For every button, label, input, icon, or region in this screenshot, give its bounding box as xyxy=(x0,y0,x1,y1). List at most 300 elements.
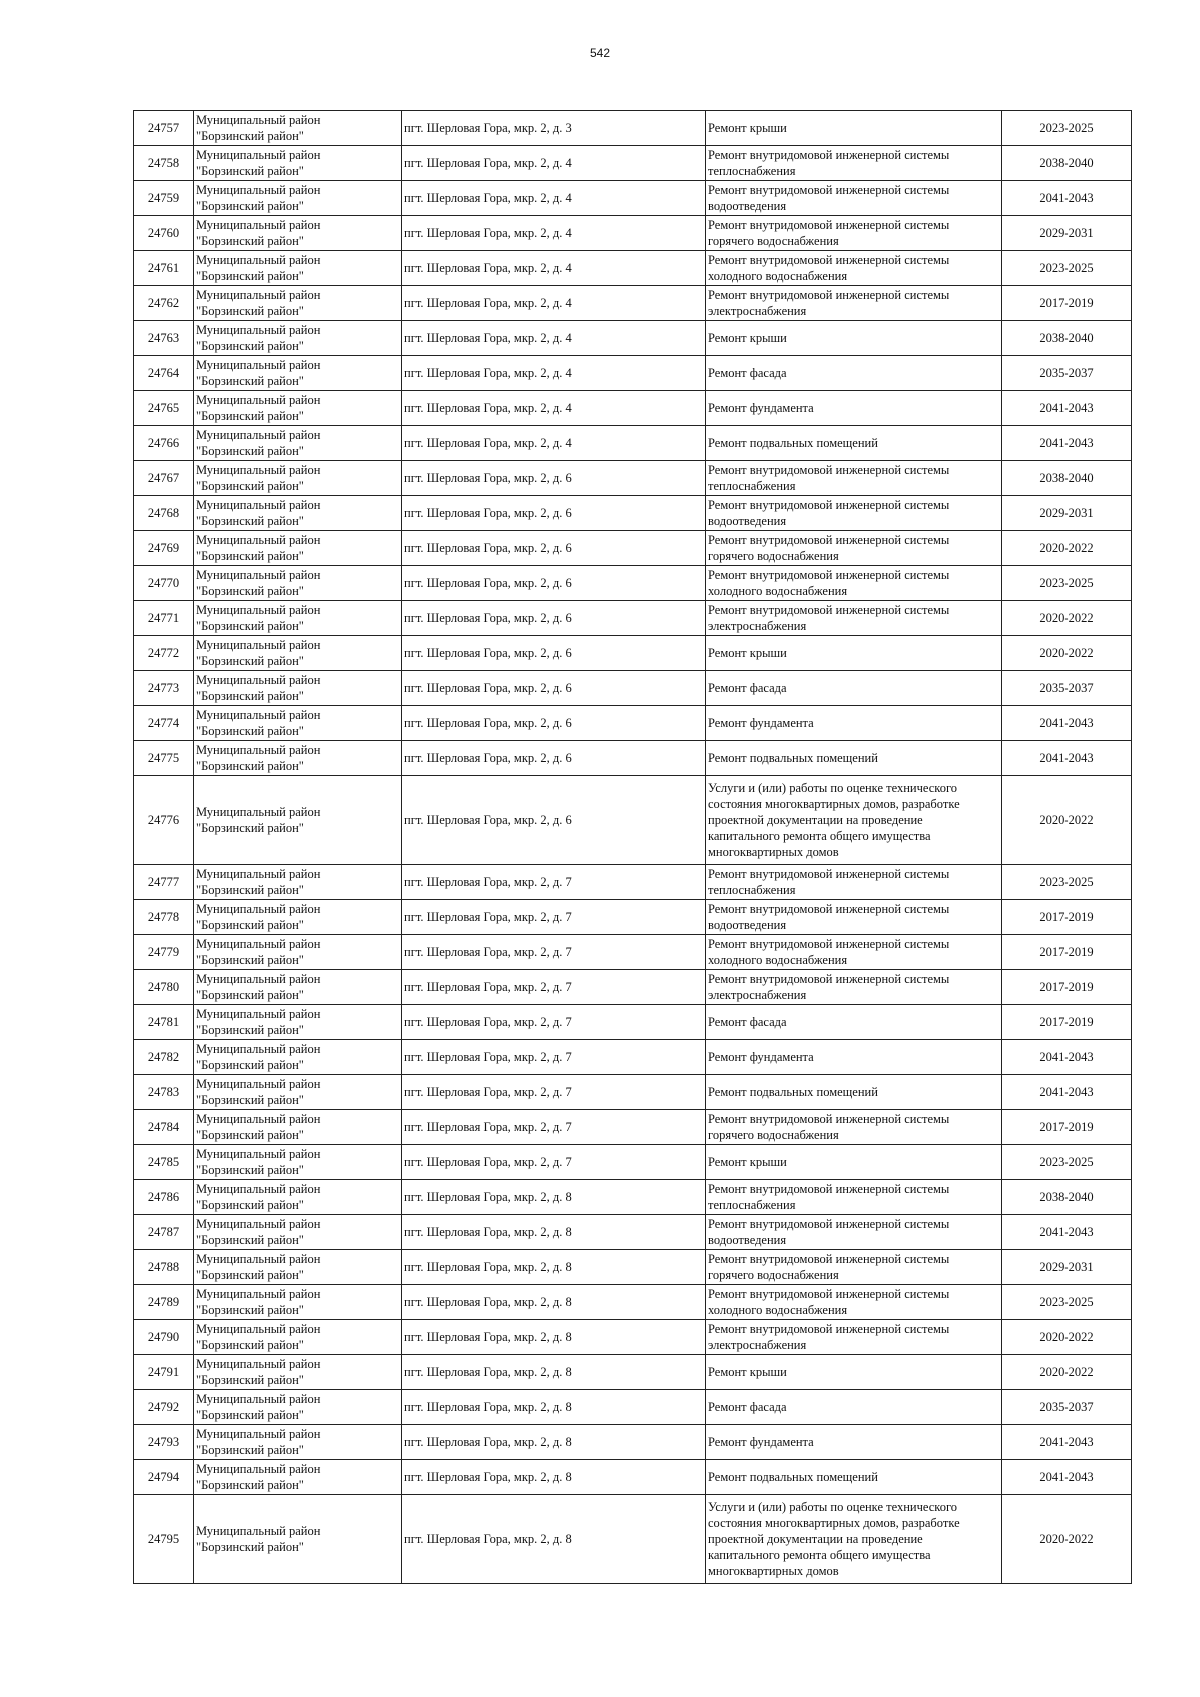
work-type-text: Ремонт фасада xyxy=(708,366,787,380)
table-row xyxy=(134,566,1132,601)
period-text: 2029-2031 xyxy=(1039,1260,1094,1274)
table-row xyxy=(134,1005,1132,1040)
table-row xyxy=(134,1075,1132,1110)
municipal-area-cell xyxy=(194,216,402,251)
row-number-text: 24794 xyxy=(147,1470,180,1484)
period-cell xyxy=(1002,1495,1132,1584)
municipal-area-text: Муниципальный район "Борзинский район" xyxy=(196,183,321,213)
row-number-cell xyxy=(134,216,194,251)
work-type-text: Ремонт внутридомовой инженерной системы теплоснабжения xyxy=(708,148,950,178)
table-row xyxy=(134,496,1132,531)
row-number-text: 24788 xyxy=(147,1260,180,1274)
row-number-cell xyxy=(134,566,194,601)
work-type-text: Ремонт внутридомовой инженерной системы теплоснабжения xyxy=(708,867,950,897)
municipal-area-text: Муниципальный район "Борзинский район" xyxy=(196,148,321,178)
work-type-text: Услуги и (или) работы по оценке технического состояния многоквартирных домов, разработке проектной документации на проведение капитального ремонта общего имущества многоквартирных домов xyxy=(708,781,960,859)
row-number-cell xyxy=(134,1075,194,1110)
work-type-text: Ремонт внутридомовой инженерной системы электроснабжения xyxy=(708,972,950,1002)
period-cell xyxy=(1002,970,1132,1005)
address-text: пгт. Шерловая Гора, мкр. 2, д. 4 xyxy=(404,261,572,275)
work-type-cell xyxy=(706,1390,1002,1425)
table-body xyxy=(134,111,1132,1584)
municipal-area-text: Муниципальный район "Борзинский район" xyxy=(196,1392,321,1422)
work-type-text: Ремонт крыши xyxy=(708,1155,787,1169)
municipal-area-cell xyxy=(194,1285,402,1320)
address-text: пгт. Шерловая Гора, мкр. 2, д. 6 xyxy=(404,471,572,485)
work-type-cell xyxy=(706,216,1002,251)
work-type-text: Ремонт фундамента xyxy=(708,1435,814,1449)
work-type-text: Ремонт внутридомовой инженерной системы холодного водоснабжения xyxy=(708,568,950,598)
period-text: 2041-2043 xyxy=(1039,1470,1094,1484)
row-number-text: 24787 xyxy=(147,1225,180,1239)
address-text: пгт. Шерловая Гора, мкр. 2, д. 7 xyxy=(404,910,572,924)
work-type-text: Ремонт крыши xyxy=(708,646,787,660)
work-type-text: Ремонт внутридомовой инженерной системы водоотведения xyxy=(708,902,950,932)
row-number-cell xyxy=(134,1355,194,1390)
work-type-cell xyxy=(706,461,1002,496)
municipal-area-text: Муниципальный район "Борзинский район" xyxy=(196,568,321,598)
row-number-cell xyxy=(134,181,194,216)
address-cell xyxy=(402,776,706,865)
work-type-text: Ремонт подвальных помещений xyxy=(708,436,878,450)
municipal-area-cell xyxy=(194,391,402,426)
municipal-area-cell xyxy=(194,706,402,741)
work-type-text: Ремонт внутридомовой инженерной системы водоотведения xyxy=(708,1217,950,1247)
period-cell xyxy=(1002,531,1132,566)
municipal-area-text: Муниципальный район "Борзинский район" xyxy=(196,1217,321,1247)
municipal-area-text: Муниципальный район "Борзинский район" xyxy=(196,218,321,248)
row-number-text: 24793 xyxy=(147,1435,180,1449)
table-row xyxy=(134,286,1132,321)
municipal-area-cell xyxy=(194,1460,402,1495)
row-number-text: 24758 xyxy=(147,156,180,170)
work-type-text: Ремонт внутридомовой инженерной системы водоотведения xyxy=(708,498,950,528)
municipal-area-cell xyxy=(194,935,402,970)
work-type-text: Ремонт внутридомовой инженерной системы электроснабжения xyxy=(708,1322,950,1352)
address-cell xyxy=(402,321,706,356)
address-text: пгт. Шерловая Гора, мкр. 2, д. 8 xyxy=(404,1470,572,1484)
address-cell xyxy=(402,1355,706,1390)
work-type-cell xyxy=(706,1110,1002,1145)
period-cell xyxy=(1002,1320,1132,1355)
period-text: 2017-2019 xyxy=(1039,980,1094,994)
period-cell xyxy=(1002,1040,1132,1075)
row-number-text: 24782 xyxy=(147,1050,180,1064)
period-text: 2041-2043 xyxy=(1039,401,1094,415)
work-type-text: Ремонт внутридомовой инженерной системы теплоснабжения xyxy=(708,463,950,493)
municipal-area-text: Муниципальный район "Борзинский район" xyxy=(196,867,321,897)
row-number-cell xyxy=(134,1425,194,1460)
row-number-text: 24761 xyxy=(147,261,180,275)
period-text: 2029-2031 xyxy=(1039,226,1094,240)
address-cell xyxy=(402,636,706,671)
municipal-area-text: Муниципальный район "Борзинский район" xyxy=(196,253,321,283)
table-row xyxy=(134,1145,1132,1180)
table-row xyxy=(134,1460,1132,1495)
row-number-text: 24764 xyxy=(147,366,180,380)
row-number-cell xyxy=(134,1215,194,1250)
municipal-area-text: Муниципальный район "Борзинский район" xyxy=(196,463,321,493)
period-text: 2041-2043 xyxy=(1039,1050,1094,1064)
row-number-text: 24786 xyxy=(147,1190,180,1204)
page-number: 542 xyxy=(589,46,611,60)
period-text: 2017-2019 xyxy=(1039,910,1094,924)
work-type-text: Ремонт крыши xyxy=(708,1365,787,1379)
period-cell xyxy=(1002,706,1132,741)
municipal-area-cell xyxy=(194,1145,402,1180)
row-number-text: 24775 xyxy=(147,751,180,765)
work-type-text: Ремонт фасада xyxy=(708,1015,787,1029)
address-cell xyxy=(402,146,706,181)
period-text: 2041-2043 xyxy=(1039,1085,1094,1099)
address-text: пгт. Шерловая Гора, мкр. 2, д. 8 xyxy=(404,1365,572,1379)
period-text: 2023-2025 xyxy=(1039,1295,1094,1309)
work-type-cell xyxy=(706,426,1002,461)
row-number-cell xyxy=(134,1460,194,1495)
address-text: пгт. Шерловая Гора, мкр. 2, д. 6 xyxy=(404,751,572,765)
table-row xyxy=(134,461,1132,496)
work-type-text: Ремонт фундамента xyxy=(708,401,814,415)
period-cell xyxy=(1002,321,1132,356)
table-row xyxy=(134,970,1132,1005)
municipal-area-cell xyxy=(194,1320,402,1355)
work-type-cell xyxy=(706,671,1002,706)
row-number-cell xyxy=(134,1320,194,1355)
municipal-area-cell xyxy=(194,566,402,601)
work-type-text: Ремонт внутридомовой инженерной системы электроснабжения xyxy=(708,288,950,318)
period-text: 2041-2043 xyxy=(1039,1225,1094,1239)
period-cell xyxy=(1002,251,1132,286)
work-type-cell xyxy=(706,636,1002,671)
work-type-text: Ремонт внутридомовой инженерной системы холодного водоснабжения xyxy=(708,1287,950,1317)
address-cell xyxy=(402,566,706,601)
period-cell xyxy=(1002,1005,1132,1040)
work-type-text: Ремонт внутридомовой инженерной системы холодного водоснабжения xyxy=(708,937,950,967)
row-number-cell xyxy=(134,1180,194,1215)
work-type-cell xyxy=(706,1495,1002,1584)
repair-program-table xyxy=(133,110,1132,1584)
municipal-area-text: Муниципальный район "Борзинский район" xyxy=(196,393,321,423)
period-text: 2041-2043 xyxy=(1039,1435,1094,1449)
row-number-text: 24765 xyxy=(147,401,180,415)
address-cell xyxy=(402,1145,706,1180)
address-text: пгт. Шерловая Гора, мкр. 2, д. 4 xyxy=(404,366,572,380)
period-text: 2023-2025 xyxy=(1039,1155,1094,1169)
address-text: пгт. Шерловая Гора, мкр. 2, д. 4 xyxy=(404,191,572,205)
address-text: пгт. Шерловая Гора, мкр. 2, д. 4 xyxy=(404,156,572,170)
row-number-cell xyxy=(134,251,194,286)
address-cell xyxy=(402,1215,706,1250)
work-type-text: Ремонт внутридомовой инженерной системы горячего водоснабжения xyxy=(708,1112,950,1142)
municipal-area-text: Муниципальный район "Борзинский район" xyxy=(196,1042,321,1072)
table-row xyxy=(134,216,1132,251)
row-number-cell xyxy=(134,356,194,391)
row-number-text: 24784 xyxy=(147,1120,180,1134)
table-row xyxy=(134,391,1132,426)
table-row xyxy=(134,321,1132,356)
row-number-cell xyxy=(134,426,194,461)
municipal-area-text: Муниципальный район "Борзинский район" xyxy=(196,323,321,353)
municipal-area-text: Муниципальный район "Борзинский район" xyxy=(196,533,321,563)
period-cell xyxy=(1002,865,1132,900)
table-row xyxy=(134,1040,1132,1075)
period-text: 2020-2022 xyxy=(1039,813,1094,827)
municipal-area-text: Муниципальный район "Борзинский район" xyxy=(196,805,321,835)
municipal-area-cell xyxy=(194,251,402,286)
row-number-cell xyxy=(134,1005,194,1040)
row-number-text: 24771 xyxy=(147,611,180,625)
address-text: пгт. Шерловая Гора, мкр. 2, д. 4 xyxy=(404,401,572,415)
period-text: 2041-2043 xyxy=(1039,436,1094,450)
period-text: 2041-2043 xyxy=(1039,191,1094,205)
row-number-text: 24792 xyxy=(147,1400,180,1414)
work-type-text: Ремонт крыши xyxy=(708,331,787,345)
row-number-text: 24790 xyxy=(147,1330,180,1344)
table-row xyxy=(134,1180,1132,1215)
work-type-text: Ремонт подвальных помещений xyxy=(708,1470,878,1484)
municipal-area-text: Муниципальный район "Борзинский район" xyxy=(196,498,321,528)
table-row xyxy=(134,251,1132,286)
work-type-cell xyxy=(706,706,1002,741)
period-text: 2020-2022 xyxy=(1039,646,1094,660)
municipal-area-text: Муниципальный район "Борзинский район" xyxy=(196,1322,321,1352)
work-type-cell xyxy=(706,1320,1002,1355)
municipal-area-text: Муниципальный район "Борзинский район" xyxy=(196,603,321,633)
row-number-text: 24783 xyxy=(147,1085,180,1099)
municipal-area-text: Муниципальный район "Борзинский район" xyxy=(196,1524,321,1554)
work-type-text: Ремонт внутридомовой инженерной системы водоотведения xyxy=(708,183,950,213)
row-number-cell xyxy=(134,776,194,865)
row-number-text: 24759 xyxy=(147,191,180,205)
work-type-cell xyxy=(706,1250,1002,1285)
work-type-cell xyxy=(706,111,1002,146)
address-cell xyxy=(402,671,706,706)
row-number-cell xyxy=(134,1495,194,1584)
municipal-area-text: Муниципальный район "Борзинский район" xyxy=(196,428,321,458)
row-number-text: 24785 xyxy=(147,1155,180,1169)
address-text: пгт. Шерловая Гора, мкр. 2, д. 8 xyxy=(404,1330,572,1344)
period-cell xyxy=(1002,935,1132,970)
municipal-area-cell xyxy=(194,1005,402,1040)
period-cell xyxy=(1002,461,1132,496)
work-type-text: Ремонт фундамента xyxy=(708,1050,814,1064)
address-cell xyxy=(402,1040,706,1075)
period-text: 2035-2037 xyxy=(1039,366,1094,380)
work-type-cell xyxy=(706,181,1002,216)
work-type-cell xyxy=(706,496,1002,531)
row-number-cell xyxy=(134,461,194,496)
work-type-cell xyxy=(706,566,1002,601)
period-text: 2023-2025 xyxy=(1039,875,1094,889)
work-type-text: Ремонт фасада xyxy=(708,1400,787,1414)
address-cell xyxy=(402,1250,706,1285)
municipal-area-text: Муниципальный район "Борзинский район" xyxy=(196,1112,321,1142)
row-number-cell xyxy=(134,865,194,900)
work-type-cell xyxy=(706,1075,1002,1110)
work-type-cell xyxy=(706,1215,1002,1250)
address-cell xyxy=(402,1320,706,1355)
municipal-area-text: Муниципальный район "Борзинский район" xyxy=(196,972,321,1002)
row-number-cell xyxy=(134,671,194,706)
work-type-text: Ремонт внутридомовой инженерной системы электроснабжения xyxy=(708,603,950,633)
table-row xyxy=(134,146,1132,181)
municipal-area-cell xyxy=(194,900,402,935)
period-text: 2035-2037 xyxy=(1039,1400,1094,1414)
work-type-text: Ремонт фасада xyxy=(708,681,787,695)
period-text: 2020-2022 xyxy=(1039,611,1094,625)
municipal-area-text: Муниципальный район "Борзинский район" xyxy=(196,1147,321,1177)
table-row xyxy=(134,1390,1132,1425)
row-number-cell xyxy=(134,1145,194,1180)
work-type-text: Ремонт внутридомовой инженерной системы горячего водоснабжения xyxy=(708,1252,950,1282)
address-cell xyxy=(402,181,706,216)
municipal-area-cell xyxy=(194,1355,402,1390)
municipal-area-cell xyxy=(194,111,402,146)
period-text: 2023-2025 xyxy=(1039,261,1094,275)
municipal-area-text: Муниципальный район "Борзинский район" xyxy=(196,1357,321,1387)
work-type-cell xyxy=(706,531,1002,566)
table-row xyxy=(134,1285,1132,1320)
row-number-cell xyxy=(134,496,194,531)
work-type-cell xyxy=(706,1425,1002,1460)
address-cell xyxy=(402,216,706,251)
work-type-cell xyxy=(706,935,1002,970)
work-type-text: Ремонт фундамента xyxy=(708,716,814,730)
municipal-area-cell xyxy=(194,496,402,531)
municipal-area-text: Муниципальный район "Борзинский район" xyxy=(196,638,321,668)
period-cell xyxy=(1002,1215,1132,1250)
table-row xyxy=(134,1215,1132,1250)
period-cell xyxy=(1002,1355,1132,1390)
row-number-cell xyxy=(134,146,194,181)
period-text: 2020-2022 xyxy=(1039,1532,1094,1546)
address-cell xyxy=(402,391,706,426)
municipal-area-cell xyxy=(194,1075,402,1110)
address-text: пгт. Шерловая Гора, мкр. 2, д. 4 xyxy=(404,296,572,310)
period-cell xyxy=(1002,391,1132,426)
period-cell xyxy=(1002,601,1132,636)
row-number-text: 24770 xyxy=(147,576,180,590)
row-number-text: 24781 xyxy=(147,1015,180,1029)
period-text: 2035-2037 xyxy=(1039,681,1094,695)
address-cell xyxy=(402,496,706,531)
period-text: 2041-2043 xyxy=(1039,751,1094,765)
municipal-area-text: Муниципальный район "Борзинский район" xyxy=(196,1462,321,1492)
work-type-cell xyxy=(706,1285,1002,1320)
period-cell xyxy=(1002,1285,1132,1320)
row-number-cell xyxy=(134,636,194,671)
table-row xyxy=(134,741,1132,776)
municipal-area-text: Муниципальный район "Борзинский район" xyxy=(196,1287,321,1317)
work-type-cell xyxy=(706,1040,1002,1075)
period-text: 2023-2025 xyxy=(1039,121,1094,135)
work-type-cell xyxy=(706,601,1002,636)
address-text: пгт. Шерловая Гора, мкр. 2, д. 7 xyxy=(404,1050,572,1064)
row-number-text: 24757 xyxy=(147,121,180,135)
table-row xyxy=(134,636,1132,671)
municipal-area-text: Муниципальный район "Борзинский район" xyxy=(196,1182,321,1212)
row-number-text: 24760 xyxy=(147,226,180,240)
period-cell xyxy=(1002,1460,1132,1495)
row-number-cell xyxy=(134,321,194,356)
address-cell xyxy=(402,1460,706,1495)
municipal-area-text: Муниципальный район "Борзинский район" xyxy=(196,673,321,703)
table-row xyxy=(134,1320,1132,1355)
row-number-text: 24791 xyxy=(147,1365,180,1379)
row-number-cell xyxy=(134,286,194,321)
work-type-cell xyxy=(706,776,1002,865)
period-cell xyxy=(1002,1180,1132,1215)
period-text: 2020-2022 xyxy=(1039,541,1094,555)
municipal-area-cell xyxy=(194,1495,402,1584)
municipal-area-text: Муниципальный район "Борзинский район" xyxy=(196,1252,321,1282)
period-text: 2017-2019 xyxy=(1039,1120,1094,1134)
row-number-cell xyxy=(134,1285,194,1320)
work-type-cell xyxy=(706,321,1002,356)
municipal-area-text: Муниципальный район "Борзинский район" xyxy=(196,288,321,318)
table-row xyxy=(134,1110,1132,1145)
period-cell xyxy=(1002,636,1132,671)
table-row xyxy=(134,776,1132,865)
address-cell xyxy=(402,865,706,900)
work-type-cell xyxy=(706,741,1002,776)
period-cell xyxy=(1002,1145,1132,1180)
table-row xyxy=(134,1495,1132,1584)
table-row xyxy=(134,1355,1132,1390)
address-cell xyxy=(402,1005,706,1040)
municipal-area-text: Муниципальный район "Борзинский район" xyxy=(196,743,321,773)
address-text: пгт. Шерловая Гора, мкр. 2, д. 8 xyxy=(404,1435,572,1449)
municipal-area-text: Муниципальный район "Борзинский район" xyxy=(196,113,321,143)
work-type-text: Услуги и (или) работы по оценке технического состояния многоквартирных домов, разработке проектной документации на проведение капитального ремонта общего имущества многоквартирных домов xyxy=(708,1500,960,1578)
address-text: пгт. Шерловая Гора, мкр. 2, д. 3 xyxy=(404,121,572,135)
period-cell xyxy=(1002,900,1132,935)
address-cell xyxy=(402,970,706,1005)
address-text: пгт. Шерловая Гора, мкр. 2, д. 7 xyxy=(404,1155,572,1169)
table-row xyxy=(134,935,1132,970)
period-cell xyxy=(1002,496,1132,531)
address-cell xyxy=(402,1180,706,1215)
row-number-text: 24766 xyxy=(147,436,180,450)
period-cell xyxy=(1002,566,1132,601)
row-number-text: 24773 xyxy=(147,681,180,695)
address-text: пгт. Шерловая Гора, мкр. 2, д. 4 xyxy=(404,331,572,345)
municipal-area-cell xyxy=(194,1040,402,1075)
address-text: пгт. Шерловая Гора, мкр. 2, д. 8 xyxy=(404,1295,572,1309)
work-type-cell xyxy=(706,251,1002,286)
period-cell xyxy=(1002,356,1132,391)
work-type-text: Ремонт внутридомовой инженерной системы горячего водоснабжения xyxy=(708,218,950,248)
municipal-area-cell xyxy=(194,776,402,865)
work-type-cell xyxy=(706,356,1002,391)
address-text: пгт. Шерловая Гора, мкр. 2, д. 6 xyxy=(404,541,572,555)
address-text: пгт. Шерловая Гора, мкр. 2, д. 6 xyxy=(404,611,572,625)
row-number-text: 24769 xyxy=(147,541,180,555)
address-cell xyxy=(402,706,706,741)
address-text: пгт. Шерловая Гора, мкр. 2, д. 8 xyxy=(404,1400,572,1414)
work-type-cell xyxy=(706,1145,1002,1180)
row-number-cell xyxy=(134,391,194,426)
period-text: 2017-2019 xyxy=(1039,945,1094,959)
work-type-cell xyxy=(706,1180,1002,1215)
municipal-area-cell xyxy=(194,1425,402,1460)
table-row xyxy=(134,356,1132,391)
municipal-area-cell xyxy=(194,321,402,356)
address-text: пгт. Шерловая Гора, мкр. 2, д. 7 xyxy=(404,875,572,889)
period-text: 2038-2040 xyxy=(1039,156,1094,170)
period-text: 2020-2022 xyxy=(1039,1365,1094,1379)
table-row xyxy=(134,706,1132,741)
